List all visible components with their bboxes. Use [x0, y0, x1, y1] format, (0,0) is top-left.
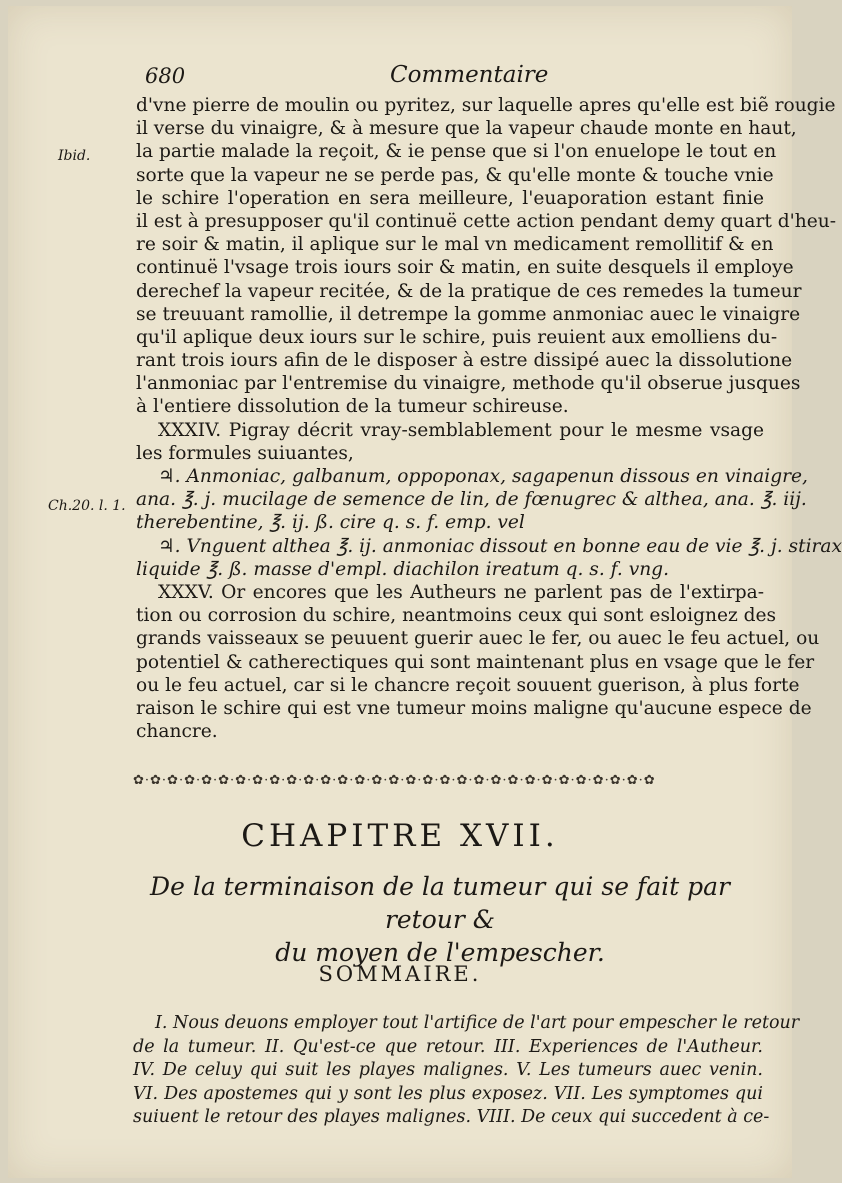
text-line: grands vaisseaux se peuuent guerir auec le fer, ou auec le feu actuel, ou	[136, 628, 820, 650]
text-line: il est à presupposer qu'il continuë cette action pendant demy quart d'heu-	[136, 210, 836, 232]
text-line: d'vne pierre de moulin ou pyritez, sur laquelle apres qu'elle est biẽ rougie	[136, 95, 836, 116]
summary-line: suiuent le retour des playes malignes. VIII. De ceux qui succedent à ce-	[133, 1107, 770, 1127]
text-line: se treuuant ramollie, il detrempe la gomme anmoniac auec le vinaigre	[136, 303, 801, 325]
text-line: sorte que la vapeur ne se perde pas, & qu'elle monte & touche vnie	[136, 164, 774, 186]
summary-line: I. Nous deuons employer tout l'artifice de l'art pour empescher le retour	[155, 1013, 800, 1033]
formula-line: ♃. Anmoniac, galbanum, oppoponax, sagapenun dissous en vinaigre,	[158, 466, 808, 487]
text-line: les formules suiuantes,	[136, 442, 354, 464]
text-line: à l'entiere dissolution de la tumeur schireuse.	[136, 396, 569, 418]
sommaire-heading: SOMMAIRE.	[318, 962, 482, 986]
text-line: derechef la vapeur recitée, & de la pratique de ces remedes la tumeur	[136, 280, 802, 302]
chapter-title: CHAPITRE XVII.	[241, 818, 559, 854]
running-title: Commentaire	[390, 62, 549, 88]
text-line: raison le schire qui est vne tumeur moins maligne qu'aucune espece de	[136, 697, 812, 719]
chapter-subtitle-line: du moyen de l'empescher.	[275, 938, 605, 967]
margin-note-ibid: Ibid.	[58, 148, 91, 164]
text-line: la partie malade la reçoit, & ie pense que si l'on enuelope le tout en	[136, 141, 777, 163]
formula-block	[136, 465, 842, 581]
text-line: le schire l'operation en sera meilleure, l'euaporation estant finie	[136, 187, 764, 209]
text-line: XXXV. Or encores que les Autheurs ne parlent pas de l'extirpa-	[158, 581, 764, 603]
paragraph-35	[136, 581, 820, 743]
summary-line: IV. De celuy qui suit les playes malignes. V. Les tumeurs auec venin.	[133, 1060, 763, 1080]
formula-line: liquide ℥. ß. masse d'empl. diachilon ireatum q. s. f. vng.	[136, 558, 669, 580]
text-line: il verse du vinaigre, & à mesure que la vapeur chaude monte en haut,	[136, 118, 797, 140]
text-line: re soir & matin, il aplique sur le mal vn medicament remollitif & en	[136, 234, 774, 256]
page-header	[0, 62, 800, 94]
main-text	[136, 94, 842, 743]
paragraph-34	[136, 419, 764, 465]
chapter-subtitle-line: De la terminaison de la tumeur qui se fait par retour &	[150, 872, 730, 934]
text-line: chancre.	[136, 721, 218, 743]
ornamental-divider: ✿·✿·✿·✿·✿·✿·✿·✿·✿·✿·✿·✿·✿·✿·✿·✿·✿·✿·✿·✿·✿·✿·✿·✿·✿·✿·✿·✿·✿·✿·✿	[133, 773, 656, 788]
summary-block	[133, 1012, 800, 1130]
text-line: continuë l'vsage trois iours soir & matin, en suite desquels il employe	[136, 257, 794, 279]
formula-line: ♃. Vnguent althea ℥. ij. anmoniac dissout en bonne eau de vie ℥. j. stirax	[158, 535, 842, 557]
page-number: 680	[145, 64, 186, 88]
paragraph-33	[136, 94, 836, 419]
text-line: l'anmoniac par l'entremise du vinaigre, methode qu'il obserue jusques	[136, 373, 801, 395]
text-line: XXXIV. Pigray décrit vray-semblablement pour le mesme vsage	[158, 419, 764, 441]
formula-line: therebentine, ℥. ij. ß. cire q. s. f. emp. vel	[136, 512, 525, 534]
chapter-subtitle	[120, 870, 760, 969]
text-line: tion ou corrosion du schire, neantmoins ceux qui sont esloignez des	[136, 605, 777, 627]
text-line: qu'il aplique deux iours sur le schire, puis reuient aux emolliens du-	[136, 326, 778, 348]
margin-note-chapter-ref: Ch.20. l. 1.	[48, 498, 126, 514]
summary-line: de la tumeur. II. Qu'est-ce que retour. III. Experiences de l'Autheur.	[133, 1036, 763, 1057]
text-line: ou le feu actuel, car si le chancre reçoit souuent guerison, à plus forte	[136, 674, 800, 696]
formula-line: ana. ℥. j. mucilage de semence de lin, de fœnugrec & althea, ana. ℥. iij.	[136, 489, 807, 511]
summary-line: VI. Des apostemes qui y sont les plus exposez. VII. Les symptomes qui	[133, 1083, 763, 1104]
text-line: rant trois iours afin de le disposer à estre dissipé auec la dissolutione	[136, 350, 793, 372]
text-line: potentiel & catherectiques qui sont maintenant plus en vsage que le fer	[136, 651, 815, 673]
